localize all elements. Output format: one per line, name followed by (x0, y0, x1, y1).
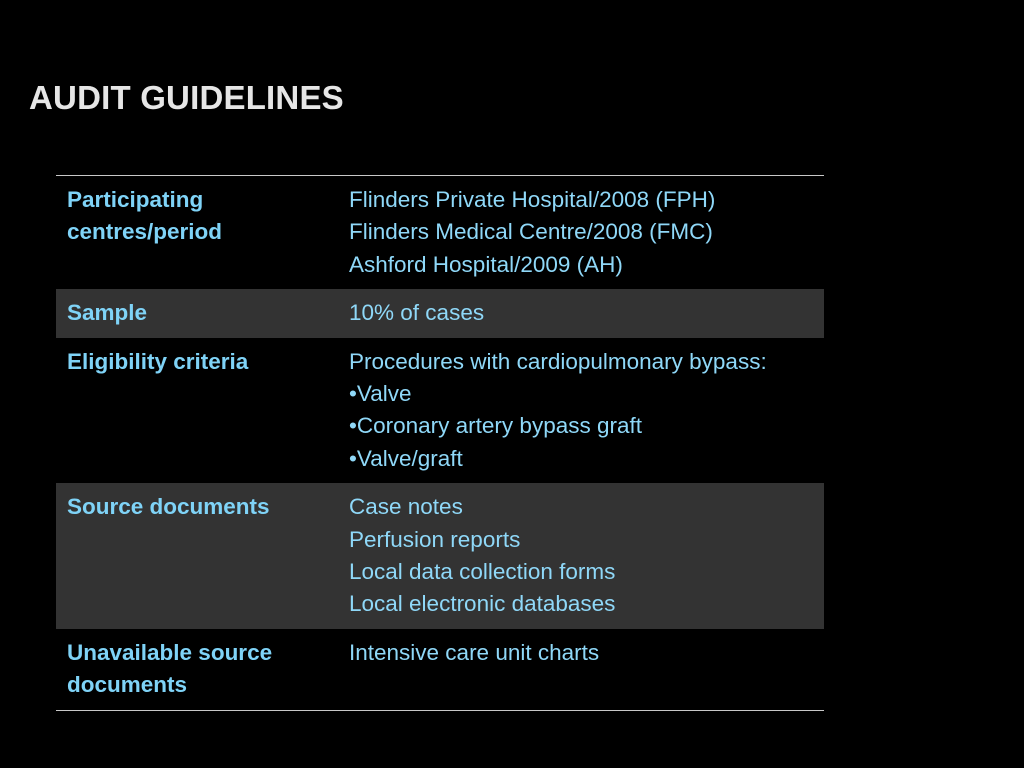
row-label-eligibility-criteria: Eligibility criteria (67, 348, 249, 374)
table-row-source-documents (56, 483, 824, 629)
value-line: Local electronic databases (349, 591, 616, 617)
value-line: Flinders Private Hospital/2008 (FPH) (349, 187, 716, 212)
value-line: Case notes (349, 494, 463, 520)
row-value-eligibility-criteria (338, 338, 824, 484)
value-line: Procedures with cardiopulmonary bypass: (349, 348, 767, 374)
row-value-source-documents (338, 483, 824, 629)
bullet-item: •Valve (349, 381, 412, 407)
row-value-unavailable-source-documents (338, 629, 824, 710)
row-label-sample: Sample (56, 289, 338, 337)
value-line: Ashford Hospital/2009 (AH) (349, 251, 623, 277)
bullet-item: •Coronary artery bypass graft (349, 413, 642, 439)
slide-title: AUDIT GUIDELINES (29, 79, 344, 116)
bullet-item: •Valve/graft (349, 445, 463, 471)
audit-guidelines-table (56, 175, 824, 711)
table-row-unavailable-source-documents (56, 629, 824, 710)
table-row-sample (56, 289, 824, 337)
value-line: Perfusion reports (349, 526, 521, 552)
value-line: Local data collection forms (349, 559, 616, 585)
row-value-participating-centres (338, 176, 824, 290)
value-line: Intensive care unit charts (349, 639, 600, 665)
row-label-participating-centres: Participating centres/period (67, 187, 223, 245)
row-label-unavailable-source-documents: Unavailable source documents (67, 639, 273, 698)
row-label-source-documents: Source documents (56, 483, 338, 629)
value-line: Flinders Medical Centre/2008 (FMC) (349, 219, 713, 245)
value-line: 10% of cases (349, 300, 485, 326)
row-value-sample (338, 289, 824, 337)
table-row-participating-centres (56, 176, 824, 290)
table-row-eligibility-criteria (56, 338, 824, 484)
